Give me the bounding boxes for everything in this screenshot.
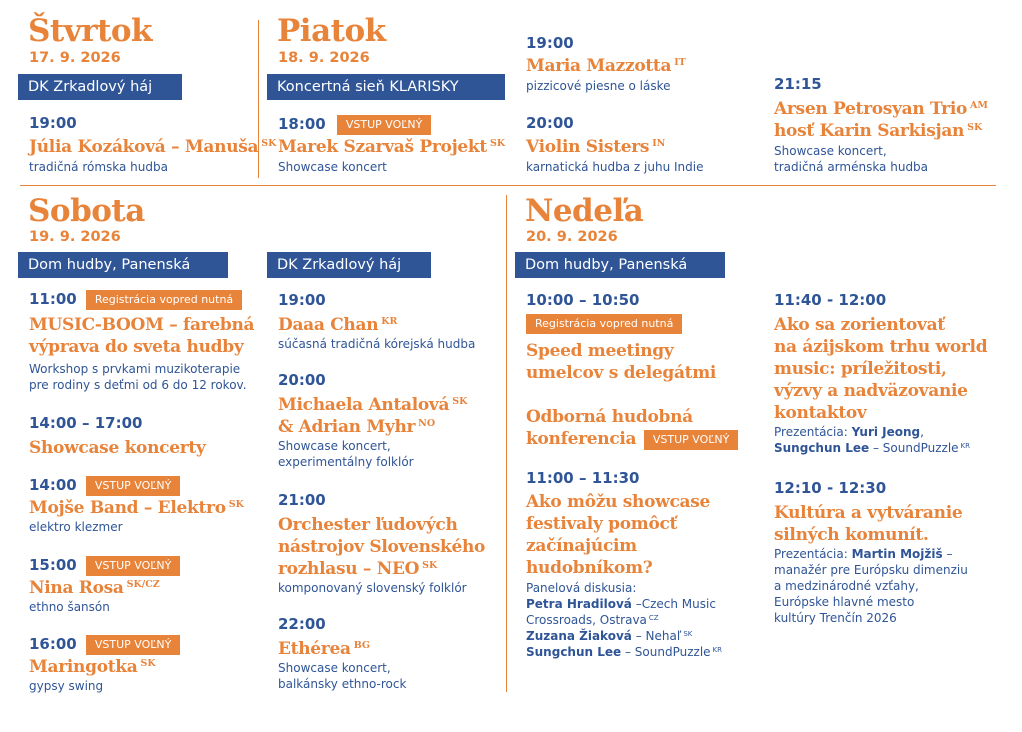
event-description: elektro klezmer (29, 520, 123, 534)
free-entry-badge: VSTUP VOĽNÝ (644, 430, 738, 450)
event-description: manažér pre Európsku dimenziu (774, 563, 968, 577)
event (29, 555, 259, 615)
event (526, 469, 761, 660)
event-time: 22:00 (278, 615, 326, 633)
event-description: ethno šansón (29, 600, 110, 614)
day-date: 20. 9. 2026 (526, 229, 618, 245)
day-title: Nedeľa (525, 193, 644, 229)
country-code: SK (452, 396, 468, 407)
event-description: tradičná rómska hudba (29, 160, 168, 174)
country-code: KR (712, 646, 723, 654)
event-title: výzvy a nadväzovanie (774, 381, 968, 401)
event-description: Showcase koncert (278, 160, 387, 174)
event-description: súčasná tradičná kórejská hudba (278, 337, 476, 351)
row-divider (20, 185, 996, 186)
event (29, 289, 259, 393)
event-title: Ako môžu showcase (526, 492, 711, 512)
country-code: NO (418, 418, 436, 429)
free-entry-badge: VSTUP VOĽNÝ (86, 556, 180, 576)
event-time: 11:40 - 12:00 (774, 291, 887, 309)
panelist: Zuzana Žiaková – Nehaľ $^{SK}$ (526, 629, 693, 643)
event-time: 20:00 (526, 114, 574, 132)
day-date: 19. 9. 2026 (29, 229, 121, 245)
event-title: konferencia VSTUP VOĽNÝ (526, 428, 761, 450)
country-code: SK/CZ (126, 579, 160, 590)
event (526, 114, 756, 175)
event (774, 291, 1014, 456)
free-entry-badge: VSTUP VOĽNÝ (337, 115, 431, 135)
event-description: kultúry Trenčín 2026 (774, 611, 897, 625)
event (774, 75, 1014, 175)
day-date: 17. 9. 2026 (29, 50, 121, 66)
panelist: Petra Hradilová –Czech Music (526, 597, 716, 611)
event-title: Violin Sisters $^{IN}$ (526, 137, 666, 157)
event-description: a medzinárodné vzťahy, (774, 579, 919, 593)
event-title: Daaa Chan $^{KR}$ (278, 315, 398, 335)
event-description: pizzicové piesne o láske (526, 79, 671, 93)
column-divider-bottom (506, 195, 507, 692)
event-title: na ázijskom trhu world (774, 337, 988, 357)
event-title: festivaly pomôcť (526, 514, 678, 534)
country-code: KR (960, 442, 971, 450)
event-guest: hosť Karin Sarkisjan $^{SK}$ (774, 121, 983, 141)
event-time: 15:00 (29, 556, 77, 574)
event (278, 114, 506, 175)
event (278, 371, 503, 470)
event-description: karnatická hudba z juhu Indie (526, 160, 704, 174)
event (29, 634, 259, 694)
venue-label: Dom hudby, Panenská (18, 252, 228, 278)
event (29, 114, 277, 175)
event-description: komponovaný slovenský folklór (278, 581, 467, 595)
event-description: Prezentácia: Martin Mojžiš – (774, 547, 953, 561)
event-title: Showcase koncerty (29, 438, 206, 458)
event-title: Orchester ľudových (278, 515, 458, 535)
event-time: 14:00 (29, 476, 77, 494)
country-code: SK (228, 499, 244, 510)
event-description: Európske hlavné mesto (774, 595, 915, 609)
event-time: 10:00 – 10:50 (526, 291, 640, 309)
event-title: hudobníkom? (526, 558, 653, 578)
event-description: experimentálny folklór (278, 455, 414, 469)
country-code: IT (674, 57, 686, 68)
event-title: kontaktov (774, 403, 867, 423)
country-code: CZ (648, 614, 659, 622)
event-description: tradičná arménska hudba (774, 160, 929, 174)
event-title: Arsen Petrosyan Trio $^{AM}$ (774, 99, 988, 119)
event-time: 19:00 (526, 34, 574, 52)
event-time: 20:00 (278, 371, 326, 389)
panelist: Crossroads, Ostrava $^{CZ}$ (526, 613, 659, 627)
event-description: Workshop s prvkami muzikoterapie (29, 362, 241, 376)
event-title: umelcov s delegátmi (526, 363, 717, 383)
event-title: Júlia Kozáková – Manuša $^{SK}$ (29, 137, 277, 157)
day-title: Štvrtok (28, 13, 153, 49)
venue-label: Koncertná sieň KLARISKY (267, 74, 505, 100)
event-time: 18:00 (278, 115, 326, 133)
event-title: Nina Rosa $^{SK/CZ}$ (29, 578, 160, 598)
event-time: 11:00 – 11:30 (526, 469, 640, 487)
country-code: SK (140, 658, 156, 669)
event-title: Maringotka $^{SK}$ (29, 657, 156, 677)
event-time: 21:15 (774, 75, 822, 93)
country-code: SK (683, 630, 693, 638)
event-description: Showcase koncert, (278, 439, 391, 453)
panelist: Sungchun Lee – SoundPuzzle $^{KR}$ (526, 645, 723, 659)
event-title: Michaela Antalová $^{SK}$ (278, 395, 468, 415)
event (278, 615, 503, 692)
event-title: nástrojov Slovenského (278, 537, 486, 557)
event-title: začínajúcim (526, 536, 637, 556)
country-code: SK (422, 560, 438, 571)
country-code: SK (261, 138, 277, 149)
event-title: Kultúra a vytváranie (774, 503, 963, 523)
day-title: Sobota (28, 193, 145, 229)
event (29, 475, 259, 535)
country-code: AM (970, 100, 988, 111)
day-date: 18. 9. 2026 (278, 50, 370, 66)
event-time: 12:10 - 12:30 (774, 479, 887, 497)
event-title: Marek Szarvaš Projekt $^{SK}$ (278, 137, 506, 157)
event-title: výprava do sveta hudby (29, 337, 244, 357)
event-description: gypsy swing (29, 679, 104, 693)
event-description: pre rodiny s deťmi od 6 do 12 rokov. (29, 378, 247, 392)
country-code: SK (967, 122, 983, 133)
event-time: 21:00 (278, 491, 326, 509)
event-title: music: príležitosti, (774, 359, 947, 379)
day-title: Piatok (277, 13, 386, 49)
event-title: Ethérea $^{BG}$ (278, 639, 371, 659)
registration-badge: Registrácia vopred nutná (86, 290, 242, 310)
venue-label: DK Zrkadlový háj (18, 74, 182, 100)
event-title: MUSIC-BOOM – farebná (29, 315, 255, 335)
venue-label: Dom hudby, Panenská (515, 252, 725, 278)
event-description: Showcase koncert, (774, 144, 887, 158)
event-title: rozhlasu – NEO $^{SK}$ (278, 559, 438, 579)
event (278, 491, 503, 596)
event-title: Maria Mazzotta $^{IT}$ (526, 56, 686, 76)
event-title: Mojše Band – Elektro $^{SK}$ (29, 498, 244, 518)
event-title: & Adrian Myhr $^{NO}$ (278, 417, 436, 437)
country-code: BG (353, 640, 371, 651)
event (526, 291, 761, 384)
registration-badge: Registrácia vopred nutná (526, 314, 682, 334)
country-code: SK (489, 138, 506, 149)
event-time: 14:00 – 17:00 (29, 414, 143, 432)
registration-badge-row (526, 312, 761, 334)
country-code: IN (652, 138, 666, 149)
event (29, 414, 259, 459)
venue-label: DK Zrkadlový háj (267, 252, 431, 278)
event-title: Odborná hudobná (526, 407, 693, 427)
event-time: 11:00 (29, 290, 77, 308)
event-title: silných komunít. (774, 525, 929, 545)
event-time: 16:00 (29, 635, 77, 653)
free-entry-badge: VSTUP VOĽNÝ (86, 635, 180, 655)
event (774, 479, 1014, 626)
event-description: Sungchun Lee – SoundPuzzle $^{KR}$ (774, 441, 971, 455)
event-description: Prezentácia: Yuri Jeong, (774, 425, 924, 439)
event-time: 19:00 (278, 291, 326, 309)
event-title: Ako sa zorientovať (774, 315, 945, 335)
event-description: Panelová diskusia: (526, 581, 637, 595)
country-code: KR (381, 316, 398, 327)
event (278, 291, 503, 352)
event-description: Showcase koncert, (278, 661, 391, 675)
event-title: Speed meetingy (526, 341, 674, 361)
event-time: 19:00 (29, 114, 77, 132)
event (526, 34, 756, 94)
free-entry-badge: VSTUP VOĽNÝ (86, 476, 180, 496)
event (526, 406, 761, 450)
event-description: balkánsky ethno-rock (278, 677, 407, 691)
